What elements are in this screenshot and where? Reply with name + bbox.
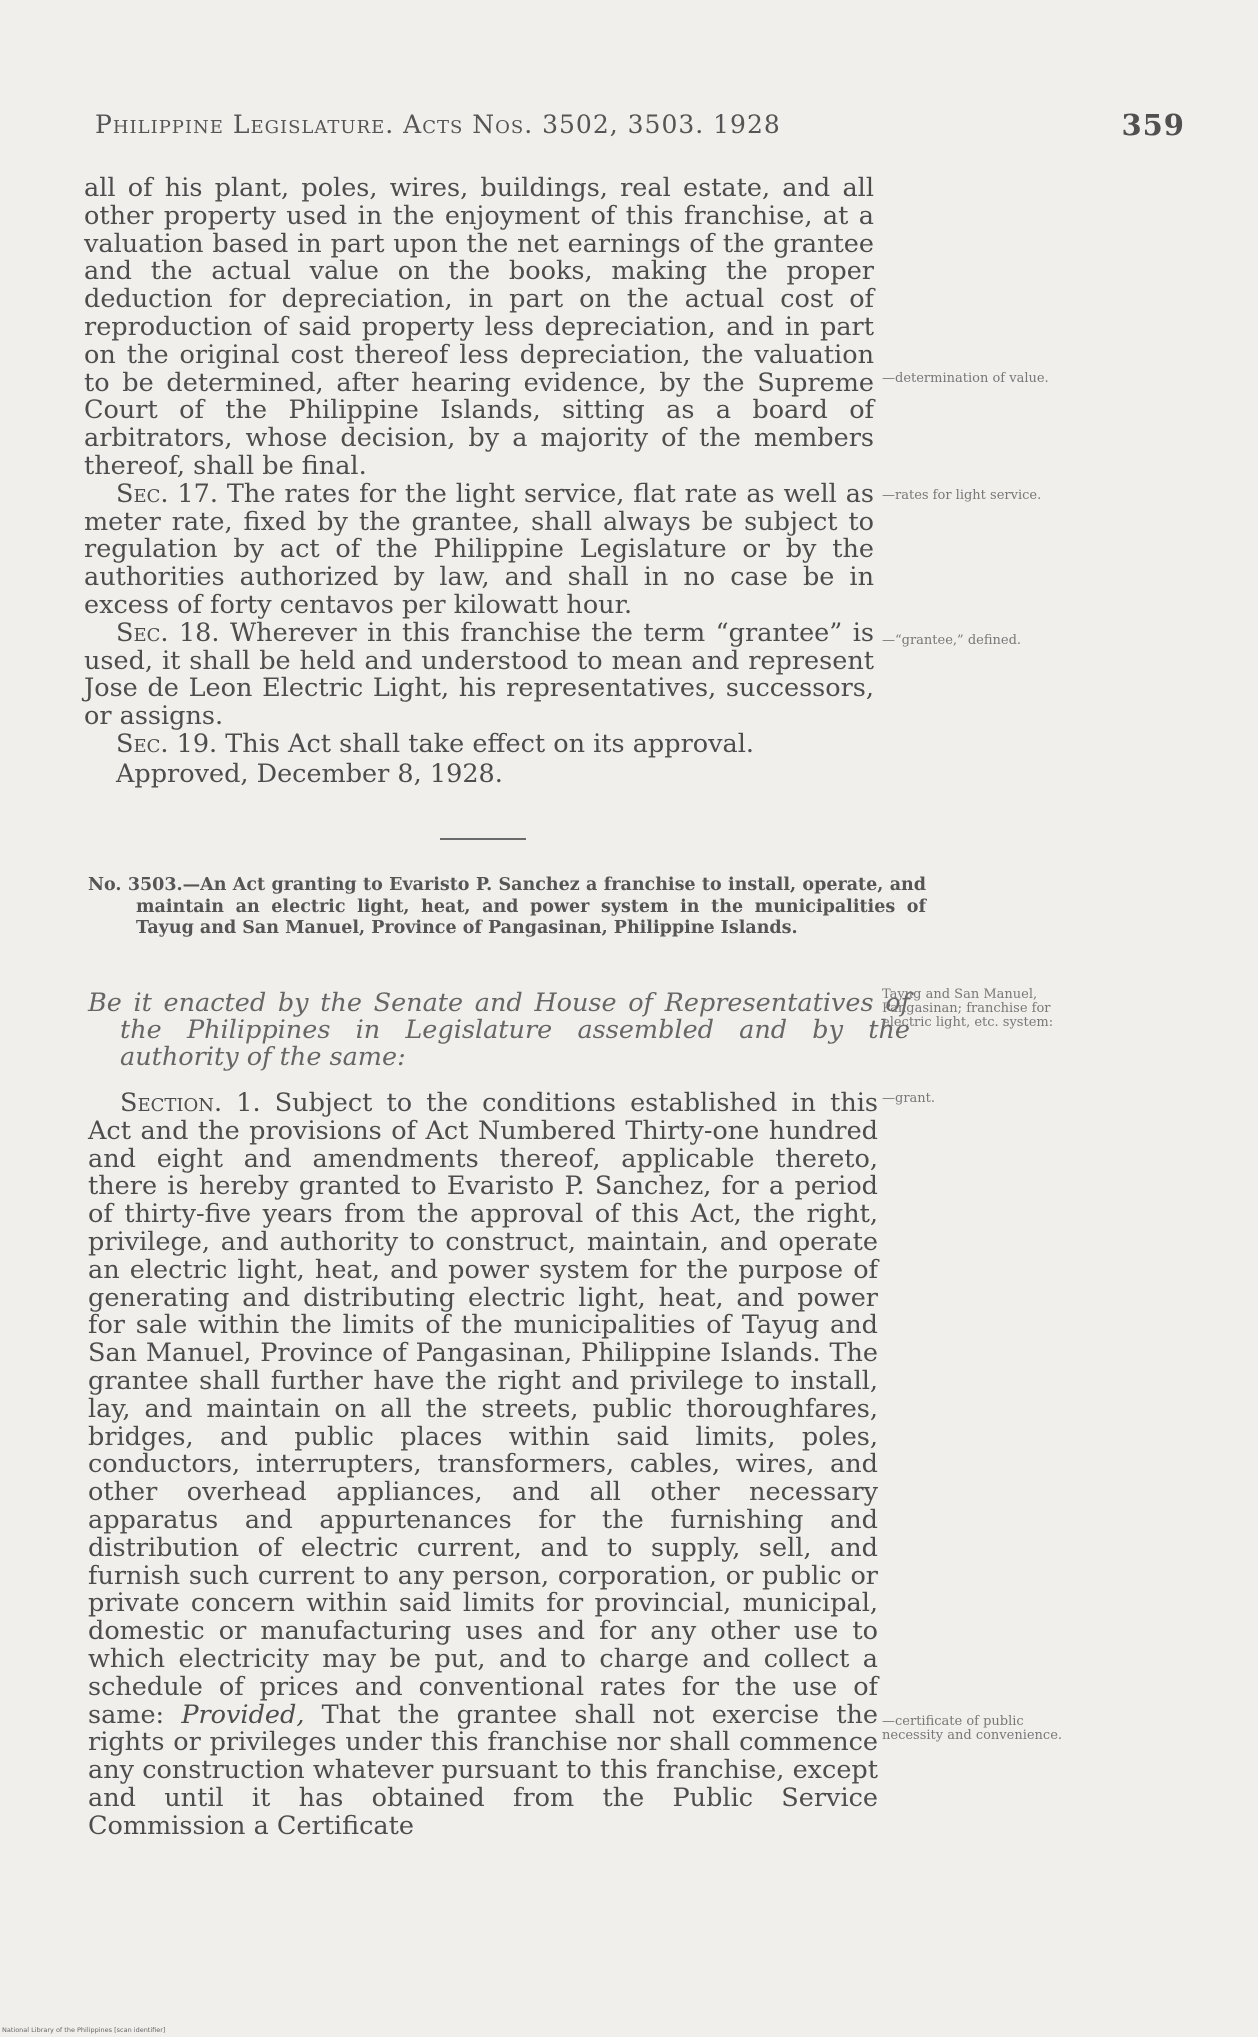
page-number: 359 xyxy=(1121,108,1185,142)
margin-note-rates: —rates for light service. xyxy=(882,488,1042,503)
section-17 xyxy=(84,478,874,620)
margin-note-valuation: —determination of value. xyxy=(882,371,1049,386)
approval-date: Approved, December 8, 1928. xyxy=(116,758,503,789)
section-1-label: Section. 1. xyxy=(120,1088,261,1118)
section-19 xyxy=(84,728,874,759)
section-18-label: Sec. 18. xyxy=(116,617,220,648)
running-head-title: Philippine Legislature. Acts Nos. 3502, 3503. 1928 xyxy=(95,110,781,139)
section-1 xyxy=(88,1090,878,1841)
act-3503-title: No. 3503.—An Act granting to Evaristo P. Sanchez a franchise to install, operate, and maintain an electric light, heat, and power system in the municipalities of Tayug and San Manuel, Province of Pangasinan, Philippine Islands. xyxy=(88,875,926,938)
section-18-text: Wherever in this franchise the term “grantee” is used, it shall be held and understood to mean and represent Jose de Leon Electric Light, his representatives, successors, or assigns. xyxy=(84,617,874,732)
section-1-text-b: That the grantee shall not exercise the rights or privileges under this franchise nor shall commence any construction whatever pursuant to this franchise, except and until it has obtained from the Public Service Commission a Certificate xyxy=(88,1699,878,1841)
margin-note-grantee: —“grantee,” defined. xyxy=(882,633,1022,648)
section-19-label: Sec. 19. xyxy=(116,728,218,759)
section-17-text: The rates for the light service, flat rate as well as meter rate, fixed by the grantee, shall always be subject to regulation by act of the Philippine Legislature or by the authorities authorized by law, and shall in no case be in excess of forty centavos per kilowatt hour. xyxy=(84,478,874,620)
margin-note-grant: —grant. xyxy=(882,1091,936,1106)
margin-note-certificate: —certificate of public necessity and convenience. xyxy=(882,1714,1063,1743)
enacting-clause: Be it enacted by the Senate and House of Representatives of the Philippines in Legislature assembled and by the authority of the same: xyxy=(88,988,910,1072)
section-divider xyxy=(440,838,526,840)
section-16-continuation: all of his plant, poles, wires, buildings, real estate, and all other property used in the enjoyment of this franchise, at a valuation based in part upon the net earnings of the grantee and the actual value on the books, making the proper deduction for depreciation, in part on the actual cost of reproduction of said property less depreciation, and in part on the original cost thereof less depreciation, the valuation to be determined, after hearing evidence, by the Supreme Court of the Philippine Islands, sitting as a board of arbitrators, whose decision, by a majority of the members thereof, shall be final. xyxy=(84,173,874,481)
section-19-text: This Act shall take effect on its approval. xyxy=(225,728,754,759)
scan-credit: National Library of the Philippines [scan identifier] xyxy=(2,2026,166,2034)
provided-keyword: Provided, xyxy=(181,1699,305,1730)
section-17-label: Sec. 17. xyxy=(116,478,218,509)
act-3503-text xyxy=(88,1090,878,1841)
section-18 xyxy=(84,617,874,732)
act-3502-text xyxy=(84,175,874,789)
running-head xyxy=(95,108,1185,142)
margin-note-franchise: Tayug and San Manuel, Pangasinan; franchise for electric light, etc. system: xyxy=(882,987,1054,1030)
section-1-text-a: Subject to the conditions established in this Act and the provisions of Act Numbered Thirty-one hundred and eight and amendments thereof, applicable thereto, there is hereby granted to Evaristo P. Sanchez, for a period of thirty-five years from the approval of this Act, the right, privilege, and authority to construct, maintain, and operate an electric light, heat, and power system for the purpose of generating and distributing electric light, heat, and power for sale within the limits of the municipalities of Tayug and San Manuel, Province of Pangasinan, Philippine Islands. The grantee shall further have the right and privilege to install, lay, and maintain on all the streets, public thoroughfares, bridges, and public places within said limits, poles, conductors, interrupters, transformers, cables, wires, and other overhead appliances, and all other necessary apparatus and appurtenances for the furnishing and distribution of electric current, and to supply, sell, and furnish such current to any person, corporation, or public or private concern within said limits for provincial, municipal, domestic or manufacturing uses and for any other use to which electricity may be put, and to charge and collect a schedule of prices and conventional rates for the use of same: xyxy=(88,1088,878,1730)
